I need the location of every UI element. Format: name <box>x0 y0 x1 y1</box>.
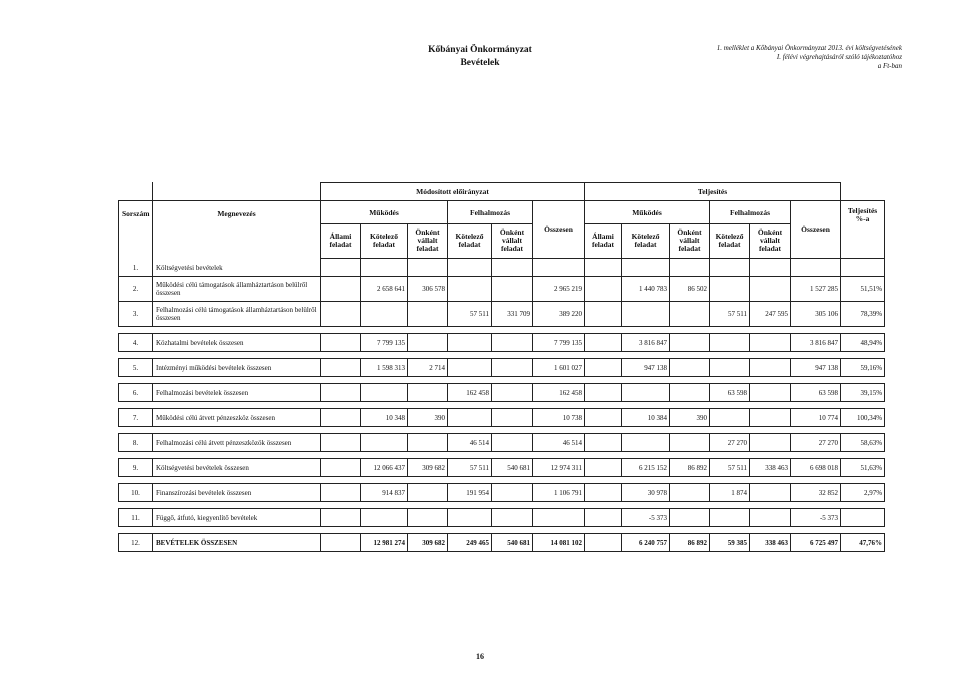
value-cell <box>321 302 361 327</box>
value-cell: 249 465 <box>448 534 492 552</box>
row-number: 7. <box>119 409 153 427</box>
value-cell <box>408 302 448 327</box>
col-osszesen: Összesen <box>533 201 585 259</box>
row-number: 11. <box>119 509 153 527</box>
col-kotelezo: Kötelező feladat <box>361 224 408 259</box>
value-cell: 86 892 <box>670 534 710 552</box>
spacer-row <box>119 527 885 534</box>
value-cell: 14 081 102 <box>533 534 585 552</box>
value-cell: 63 598 <box>710 384 750 402</box>
modified-budget-group: Módosított előirányzat <box>321 183 585 201</box>
value-cell: 1 601 027 <box>533 359 585 377</box>
value-cell: 57 511 <box>448 459 492 477</box>
completion-percent: 48,94% <box>841 334 885 352</box>
completion-percent: 39,15% <box>841 384 885 402</box>
value-cell <box>791 259 841 277</box>
value-cell <box>408 484 448 502</box>
value-cell <box>408 259 448 277</box>
value-cell <box>670 484 710 502</box>
value-cell: 162 458 <box>448 384 492 402</box>
row-label: Működési célú átvett pénzeszköz összesen <box>153 409 321 427</box>
value-cell <box>361 509 408 527</box>
value-cell <box>492 409 533 427</box>
value-cell: 2 965 219 <box>533 277 585 302</box>
spacer-row <box>119 502 885 509</box>
table-row <box>119 277 885 302</box>
row-number: 8. <box>119 434 153 452</box>
value-cell <box>750 434 791 452</box>
col-mukodes-2: Működés <box>585 201 710 224</box>
value-cell: 57 511 <box>448 302 492 327</box>
spacer-row <box>119 402 885 409</box>
value-cell: 57 511 <box>710 302 750 327</box>
value-cell <box>321 434 361 452</box>
value-cell: 309 682 <box>408 459 448 477</box>
spacer-row <box>119 352 885 359</box>
revenue-table <box>118 182 885 552</box>
completion-percent: 2,97% <box>841 484 885 502</box>
value-cell <box>670 384 710 402</box>
table-row <box>119 434 885 452</box>
value-cell <box>492 334 533 352</box>
row-label: Felhalmozási célú támogatások államháztartáson belülről összesen <box>153 302 321 327</box>
value-cell: 338 463 <box>750 459 791 477</box>
value-cell <box>321 359 361 377</box>
value-cell <box>585 259 622 277</box>
value-cell <box>408 384 448 402</box>
row-label: Működési célú támogatások államháztartáson belülről összesen <box>153 277 321 302</box>
value-cell <box>710 509 750 527</box>
value-cell <box>750 409 791 427</box>
row-label: Felhalmozási célú átvett pénzeszközök összesen <box>153 434 321 452</box>
value-cell <box>710 409 750 427</box>
col-kotelezo-2: Kötelező feladat <box>622 224 670 259</box>
value-cell: 540 681 <box>492 534 533 552</box>
row-number: 3. <box>119 302 153 327</box>
row-label: Intézményi működési bevételek összesen <box>153 359 321 377</box>
value-cell <box>585 384 622 402</box>
value-cell: 2 658 641 <box>361 277 408 302</box>
value-cell <box>585 459 622 477</box>
value-cell: 7 799 135 <box>533 334 585 352</box>
row-label: Közhatalmi bevételek összesen <box>153 334 321 352</box>
col-kotelezo-f: Kötelező feladat <box>448 224 492 259</box>
col-felhalmozas: Felhalmozás <box>448 201 533 224</box>
col-onkent: Önként vállalt feladat <box>408 224 448 259</box>
value-cell: 191 954 <box>448 484 492 502</box>
value-cell: -5 373 <box>622 509 670 527</box>
value-cell <box>321 509 361 527</box>
value-cell <box>321 259 361 277</box>
value-cell: 86 892 <box>670 459 710 477</box>
value-cell: 309 682 <box>408 534 448 552</box>
completion-percent: 59,16% <box>841 359 885 377</box>
spacer-row <box>119 477 885 484</box>
value-cell <box>321 277 361 302</box>
spacer-row <box>119 452 885 459</box>
value-cell: 1 874 <box>710 484 750 502</box>
value-cell <box>622 259 670 277</box>
value-cell <box>670 434 710 452</box>
value-cell <box>361 259 408 277</box>
value-cell: 6 698 018 <box>791 459 841 477</box>
spacer-row <box>119 427 885 434</box>
value-cell <box>492 509 533 527</box>
table-body <box>119 259 885 552</box>
row-label: Finanszírozási bevételek összesen <box>153 484 321 502</box>
row-number: 6. <box>119 384 153 402</box>
value-cell: 27 270 <box>791 434 841 452</box>
value-cell <box>622 434 670 452</box>
spacer-row <box>119 327 885 334</box>
completion-percent: 78,39% <box>841 302 885 327</box>
table-row <box>119 484 885 502</box>
value-cell: 6 215 152 <box>622 459 670 477</box>
completion-percent: 51,63% <box>841 459 885 477</box>
value-cell: 12 981 274 <box>361 534 408 552</box>
org-name: Kőbányai Önkormányzat <box>428 45 532 55</box>
value-cell <box>670 334 710 352</box>
col-mukodes: Működés <box>321 201 448 224</box>
value-cell: 162 458 <box>533 384 585 402</box>
table-row <box>119 409 885 427</box>
row-label: Költségvetési bevételek <box>153 259 321 277</box>
completion-percent: 100,34% <box>841 409 885 427</box>
value-cell <box>492 359 533 377</box>
table-row <box>119 509 885 527</box>
value-cell <box>622 384 670 402</box>
value-cell <box>408 434 448 452</box>
value-cell <box>670 359 710 377</box>
table-row <box>119 384 885 402</box>
value-cell <box>321 384 361 402</box>
document-title: Bevételek <box>460 58 500 68</box>
value-cell <box>670 259 710 277</box>
value-cell <box>750 334 791 352</box>
value-cell <box>585 409 622 427</box>
table-row <box>119 534 885 552</box>
value-cell <box>750 359 791 377</box>
value-cell: 12 066 437 <box>361 459 408 477</box>
col-onkent-f: Önként vállalt feladat <box>492 224 533 259</box>
value-cell: 305 106 <box>791 302 841 327</box>
value-cell: 1 598 313 <box>361 359 408 377</box>
row-number: 1. <box>119 259 153 277</box>
row-label: Költségvetési bevételek összesen <box>153 459 321 477</box>
value-cell: 3 816 847 <box>791 334 841 352</box>
value-cell: 389 220 <box>533 302 585 327</box>
value-cell: 1 106 791 <box>533 484 585 502</box>
value-cell <box>750 277 791 302</box>
value-cell: 390 <box>670 409 710 427</box>
value-cell <box>622 302 670 327</box>
value-cell: 10 348 <box>361 409 408 427</box>
table-row <box>119 459 885 477</box>
value-cell: 10 774 <box>791 409 841 427</box>
value-cell <box>492 384 533 402</box>
document-header <box>400 44 560 70</box>
value-cell <box>492 434 533 452</box>
completion-percent: 47,76% <box>841 534 885 552</box>
value-cell <box>585 334 622 352</box>
value-cell <box>361 302 408 327</box>
completion-percent <box>841 259 885 277</box>
value-cell: 2 714 <box>408 359 448 377</box>
row-number: 5. <box>119 359 153 377</box>
row-label: BEVÉTELEK ÖSSZESEN <box>153 534 321 552</box>
value-cell: 390 <box>408 409 448 427</box>
row-number: 9. <box>119 459 153 477</box>
value-cell <box>321 484 361 502</box>
value-cell <box>408 509 448 527</box>
value-cell: 6 725 497 <box>791 534 841 552</box>
value-cell <box>710 334 750 352</box>
value-cell: 947 138 <box>622 359 670 377</box>
value-cell <box>710 359 750 377</box>
table-row <box>119 359 885 377</box>
value-cell <box>533 509 585 527</box>
value-cell <box>492 259 533 277</box>
value-cell <box>585 302 622 327</box>
value-cell <box>710 277 750 302</box>
value-cell <box>448 259 492 277</box>
value-cell <box>585 509 622 527</box>
value-cell: 46 514 <box>448 434 492 452</box>
annex-line-2: I. félévi végrehajtásáról szóló tájékoztatóhoz <box>776 53 902 61</box>
value-cell: 1 440 783 <box>622 277 670 302</box>
value-cell <box>492 277 533 302</box>
value-cell <box>321 334 361 352</box>
value-cell <box>670 302 710 327</box>
col-onkent-f2: Önként vállalt feladat <box>750 224 791 259</box>
value-cell: -5 373 <box>791 509 841 527</box>
value-cell: 32 852 <box>791 484 841 502</box>
value-cell: 10 738 <box>533 409 585 427</box>
value-cell <box>408 334 448 352</box>
value-cell <box>361 384 408 402</box>
row-number: 10. <box>119 484 153 502</box>
value-cell: 12 974 311 <box>533 459 585 477</box>
col-teljesites-pct: Teljesítés %-a <box>841 201 885 259</box>
table-row <box>119 334 885 352</box>
value-cell: 27 270 <box>710 434 750 452</box>
value-cell: 247 595 <box>750 302 791 327</box>
value-cell: 6 240 757 <box>622 534 670 552</box>
row-number: 12. <box>119 534 153 552</box>
value-cell <box>321 409 361 427</box>
value-cell <box>670 509 710 527</box>
page-number: 16 <box>476 652 484 661</box>
value-cell <box>750 509 791 527</box>
value-cell: 947 138 <box>791 359 841 377</box>
value-cell <box>321 459 361 477</box>
value-cell: 914 837 <box>361 484 408 502</box>
row-label: Felhalmozási bevételek összesen <box>153 384 321 402</box>
value-cell <box>448 334 492 352</box>
value-cell <box>710 259 750 277</box>
value-cell <box>750 259 791 277</box>
table-row <box>119 259 885 277</box>
value-cell: 306 578 <box>408 277 448 302</box>
row-label: Függő, átfutó, kiegyenlítő bevételek <box>153 509 321 527</box>
value-cell: 3 816 847 <box>622 334 670 352</box>
value-cell <box>533 259 585 277</box>
col-megnevezes: Megnevezés <box>153 201 321 259</box>
value-cell <box>448 359 492 377</box>
value-cell: 86 502 <box>670 277 710 302</box>
col-osszesen-2: Összesen <box>791 201 841 259</box>
value-cell <box>448 277 492 302</box>
value-cell <box>492 484 533 502</box>
spacer-row <box>119 377 885 384</box>
completion-percent: 51,51% <box>841 277 885 302</box>
value-cell <box>585 484 622 502</box>
col-sorszam: Sorszám <box>119 201 153 259</box>
value-cell <box>585 277 622 302</box>
annex-line-3: a Ft-ban <box>877 62 902 70</box>
value-cell: 59 385 <box>710 534 750 552</box>
col-allami: Állami feladat <box>321 224 361 259</box>
group-header-row <box>119 183 885 201</box>
annex-line-1: 1. melléklet a Kőbányai Önkormányzat 2013. évi költségvetésének <box>716 44 902 52</box>
value-cell: 7 799 135 <box>361 334 408 352</box>
col-kotelezo-f2: Kötelező feladat <box>710 224 750 259</box>
value-cell <box>448 409 492 427</box>
completion-percent <box>841 509 885 527</box>
value-cell <box>585 359 622 377</box>
value-cell <box>585 534 622 552</box>
value-cell: 63 598 <box>791 384 841 402</box>
col-allami-2: Állami feladat <box>585 224 622 259</box>
category-header-row <box>119 201 885 224</box>
col-felhalmozas-2: Felhalmozás <box>710 201 791 224</box>
value-cell: 46 514 <box>533 434 585 452</box>
value-cell <box>585 434 622 452</box>
completion-group: Teljesítés <box>585 183 841 201</box>
value-cell <box>448 509 492 527</box>
value-cell: 331 709 <box>492 302 533 327</box>
value-cell <box>750 384 791 402</box>
value-cell: 338 463 <box>750 534 791 552</box>
value-cell <box>321 534 361 552</box>
value-cell: 57 511 <box>710 459 750 477</box>
row-number: 4. <box>119 334 153 352</box>
table-row <box>119 302 885 327</box>
annex-note <box>602 44 902 71</box>
completion-percent: 58,63% <box>841 434 885 452</box>
value-cell <box>361 434 408 452</box>
value-cell <box>750 484 791 502</box>
value-cell: 540 681 <box>492 459 533 477</box>
value-cell: 30 978 <box>622 484 670 502</box>
value-cell: 1 527 285 <box>791 277 841 302</box>
col-onkent-2: Önként vállalt feladat <box>670 224 710 259</box>
value-cell: 10 384 <box>622 409 670 427</box>
row-number: 2. <box>119 277 153 302</box>
